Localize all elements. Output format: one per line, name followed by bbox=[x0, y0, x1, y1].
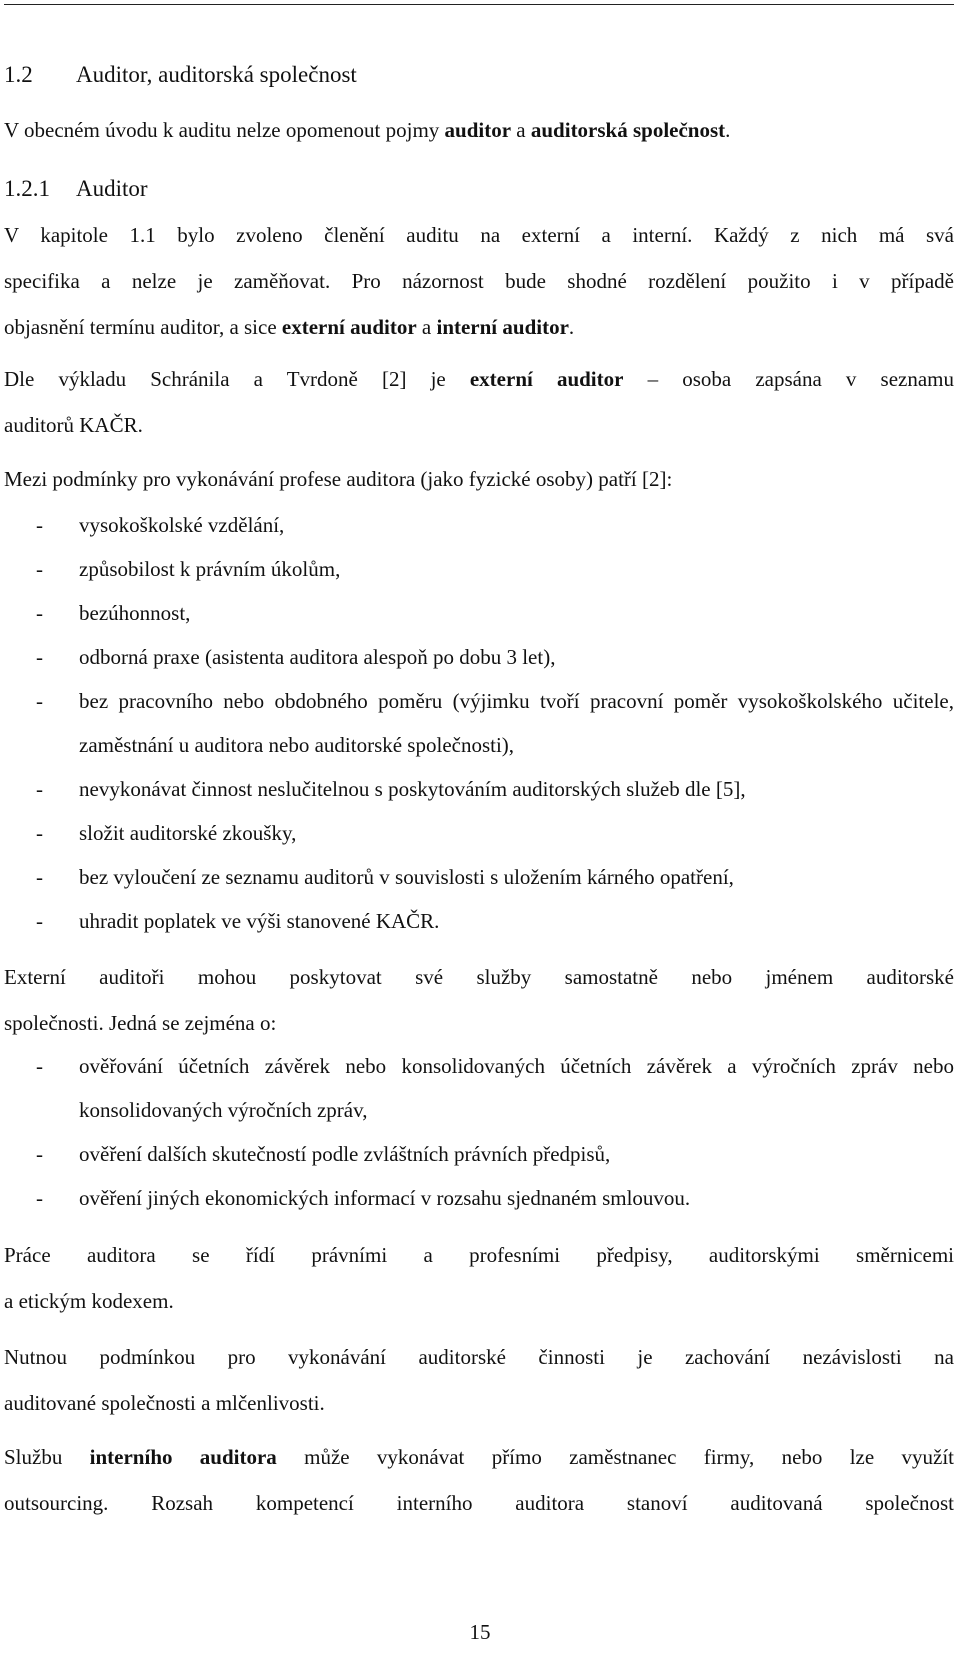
text: . bbox=[568, 315, 575, 339]
intro-text: V obecném úvodu k auditu nelze opomenout pojmy bbox=[4, 118, 445, 142]
paragraph-line: V kapitole 1.1 bylo zvoleno členění auditu na externí a interní. Každý z nich má svá bbox=[4, 223, 954, 247]
bold-term: interního auditora bbox=[89, 1445, 277, 1469]
intro-paragraph bbox=[4, 118, 954, 143]
dash-bullet: - bbox=[36, 645, 43, 669]
paragraph-line: společnosti. Jedná se zejména o: bbox=[4, 1011, 277, 1035]
paragraph-conditions-intro bbox=[4, 456, 954, 502]
text: může vykonávat přímo zaměstnanec firmy, nebo lze využít bbox=[276, 1445, 954, 1469]
bold-term: interní auditor bbox=[436, 315, 569, 339]
list-item-text: vysokoškolské vzdělání, bbox=[79, 513, 285, 537]
list-item bbox=[4, 503, 954, 547]
subsection-number: 1.2.1 bbox=[4, 176, 50, 201]
list-item bbox=[4, 547, 954, 591]
subsection-heading bbox=[4, 176, 954, 202]
list-item-text: způsobilost k právním úkolům, bbox=[79, 557, 341, 581]
dash-bullet: - bbox=[36, 1186, 43, 1210]
text: a bbox=[416, 315, 437, 339]
text: – osoba zapsána v seznamu bbox=[623, 367, 954, 391]
intro-bold-term: auditor bbox=[444, 118, 512, 142]
list-item-text: uhradit poplatek ve výši stanovené KAČR. bbox=[79, 909, 440, 933]
list-item bbox=[4, 855, 954, 899]
page-number: 15 bbox=[469, 1620, 491, 1644]
paragraph-line: Mezi podmínky pro vykonávání profese auditora (jako fyzické osoby) patří [2]: bbox=[4, 467, 673, 491]
paragraph-internal-auditor bbox=[4, 1434, 954, 1526]
list-item-text: bez pracovního nebo obdobného poměru (výjimku tvoří pracovní poměr vysokoškolského učitele, zaměstnání u auditora nebo auditorské společnosti), bbox=[79, 689, 954, 757]
paragraph-line: specifika a nelze je zaměňovat. Pro názornost bude shodné rozdělení použito i v případě bbox=[4, 269, 954, 293]
dash-list bbox=[4, 503, 954, 943]
paragraph-line bbox=[4, 1434, 954, 1480]
dash-bullet: - bbox=[36, 777, 43, 801]
dash-bullet: - bbox=[36, 865, 43, 889]
dash-list bbox=[4, 1044, 954, 1220]
header-rule bbox=[4, 4, 954, 5]
dash-bullet: - bbox=[36, 557, 43, 581]
section-title: Auditor, auditorská společnost bbox=[76, 62, 357, 87]
paragraph-line: a etickým kodexem. bbox=[4, 1289, 174, 1313]
paragraph-regulations bbox=[4, 1232, 954, 1324]
list-item-text: ověření jiných ekonomických informací v rozsahu sjednaném smlouvou. bbox=[79, 1186, 691, 1210]
list-item bbox=[4, 679, 954, 767]
dash-bullet: - bbox=[36, 909, 43, 933]
dash-bullet: - bbox=[36, 1054, 43, 1078]
paragraph-line: Práce auditora se řídí právními a profesními předpisy, auditorskými směrnicemi bbox=[4, 1243, 954, 1267]
dash-bullet: - bbox=[36, 513, 43, 537]
paragraph-line bbox=[4, 304, 954, 350]
dash-bullet: - bbox=[36, 689, 43, 713]
services-list bbox=[4, 1044, 954, 1220]
paragraph-line bbox=[4, 356, 954, 402]
list-item-text: ověření dalších skutečností podle zvláštních právních předpisů, bbox=[79, 1142, 611, 1166]
list-item-text: ověřování účetních závěrek nebo konsolidovaných účetních závěrek a výročních zpráv nebo konsolidovaných výročních zpráv, bbox=[79, 1054, 954, 1122]
intro-bold-term: auditorská společnost bbox=[530, 118, 726, 142]
list-item-text: nevykonávat činnost neslučitelnou s poskytováním auditorských služeb dle [5], bbox=[79, 777, 746, 801]
list-item bbox=[4, 1176, 954, 1220]
intro-text: . bbox=[725, 118, 731, 142]
paragraph-line: outsourcing. Rozsah kompetencí interního auditora stanoví auditovaná společnost bbox=[4, 1491, 954, 1515]
paragraph-line: auditorů KAČR. bbox=[4, 413, 143, 437]
conditions-list bbox=[4, 503, 954, 943]
list-item bbox=[4, 767, 954, 811]
paragraph-services-intro bbox=[4, 954, 954, 1046]
text: Službu bbox=[4, 1445, 90, 1469]
list-item bbox=[4, 635, 954, 679]
bold-term: externí auditor bbox=[469, 367, 624, 391]
text: Dle výkladu Schránila a Tvrdoně [2] je bbox=[4, 367, 470, 391]
paragraph-auditor-types bbox=[4, 212, 954, 350]
paragraph-external-auditor bbox=[4, 356, 954, 448]
section-heading bbox=[4, 62, 954, 88]
paragraph-line: auditované společnosti a mlčenlivosti. bbox=[4, 1391, 325, 1415]
section-number: 1.2 bbox=[4, 62, 33, 87]
list-item-text: odborná praxe (asistenta auditora alespoň po dobu 3 let), bbox=[79, 645, 556, 669]
list-item bbox=[4, 591, 954, 635]
paragraph-line: Nutnou podmínkou pro vykonávání auditorské činnosti je zachování nezávislosti na bbox=[4, 1345, 954, 1369]
intro-text: a bbox=[511, 118, 531, 142]
list-item bbox=[4, 811, 954, 855]
text: objasnění termínu auditor, a sice bbox=[4, 315, 282, 339]
dash-bullet: - bbox=[36, 821, 43, 845]
paragraph-independence bbox=[4, 1334, 954, 1426]
list-item-text: složit auditorské zkoušky, bbox=[79, 821, 297, 845]
subsection-title: Auditor bbox=[76, 176, 148, 201]
dash-bullet: - bbox=[36, 1142, 43, 1166]
list-item bbox=[4, 1044, 954, 1132]
list-item bbox=[4, 1132, 954, 1176]
list-item-text: bez vyloučení ze seznamu auditorů v souvislosti s uložením kárného opatření, bbox=[79, 865, 734, 889]
dash-bullet: - bbox=[36, 601, 43, 625]
list-item bbox=[4, 899, 954, 943]
list-item-text: bezúhonnost, bbox=[79, 601, 191, 625]
paragraph-line: Externí auditoři mohou poskytovat své služby samostatně nebo jménem auditorské bbox=[4, 965, 954, 989]
bold-term: externí auditor bbox=[281, 315, 417, 339]
